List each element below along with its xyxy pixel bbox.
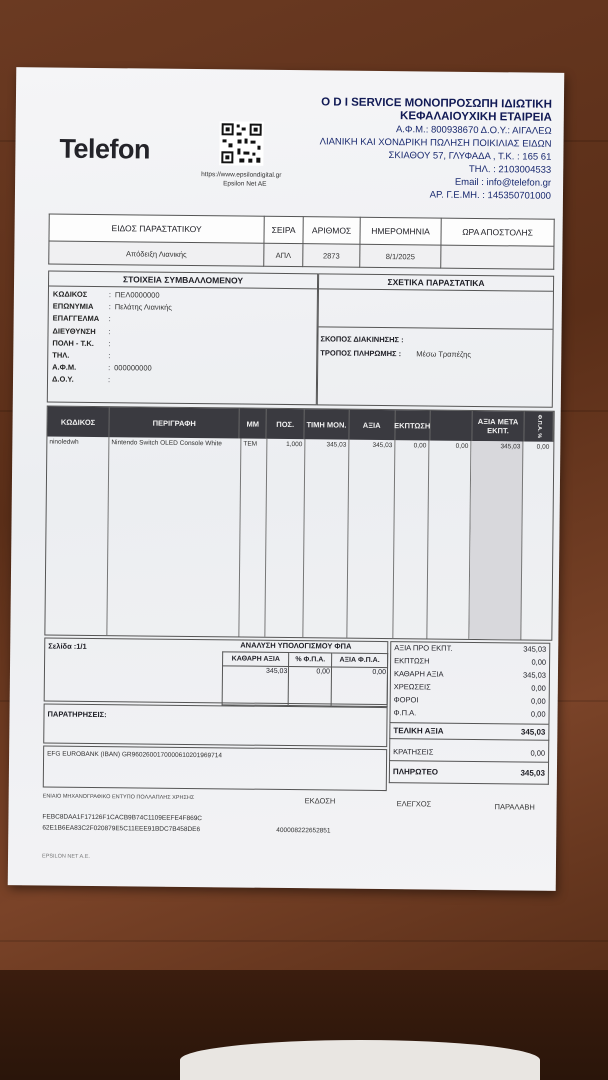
col-vat: Φ.Π.Α. % [524,411,553,441]
company-phone: ΤΗΛ. : 2103004533 [468,163,552,176]
printed-note: ΕΝΙΑΙΟ ΜΗΧΑΝΟΓΡΑΦΙΚΟ ΕΝΤΥΠΟ ΠΟΛΛΑΠΛΗΣ ΧΡΗΣΗΣ [42,793,195,802]
col-discount: ΕΚΠΤΩΣΗ [395,410,430,440]
final-value-row: ΤΕΛΙΚΗ ΑΞΙΑ 345,03 [389,723,549,741]
total-row: ΦΟΡΟΙ 0,00 [393,695,546,706]
doc-type-value: Απόδειξη Λιανικής [49,241,264,266]
payable-row: ΠΛΗΡΩΤΕΟ 345,03 [389,761,549,785]
vat-amount-value: 0,00 [331,667,387,707]
floor [0,970,608,1080]
party-row: Δ.Ο.Υ. : [51,374,111,385]
notes-label: ΠΑΡΑΤΗΡΗΣΕΙΣ: [47,709,107,720]
series-label: ΣΕΙΡΑ [264,216,303,243]
qr-code-icon [219,121,263,165]
bank-iban: EFG EUROBANK (IBAN) GR9602600170000610201969714 [47,750,223,760]
item-value: 345,03 [347,440,395,638]
vat-rate-value: 0,00 [289,667,332,706]
item-vat: 0,00 [536,443,550,451]
invoice-paper [8,67,565,891]
company-name-2: ΚΕΦΑΛΑΙΟΥΧΙΚΗ ΕΤΑΙΡΕΙΑ [400,110,552,124]
vat-header-rate: % Φ.Π.Α. [289,653,332,667]
party-row: ΠΟΛΗ - Τ.Κ. : [52,338,111,348]
party-row: ΕΠΩΝΥΜΙΑ : Πελάτης Λιανικής [52,301,172,312]
payment-value: Μέσω Τραπέζης [416,349,472,359]
series-value: ΑΠΛ [264,243,303,266]
company-name-1: O D I SERVICE ΜΟΝΟΠΡΟΣΩΠΗ ΙΔΙΩΤΙΚΗ [321,96,552,111]
company-details [319,96,552,202]
number-label: ΑΡΙΘΜΟΣ [303,217,360,245]
total-row: ΑΞΙΑ ΠΡΟ ΕΚΠΤ. 345,03 [394,643,547,654]
col-unit-price: ΤΙΜΗ ΜΟΝ. [305,409,350,439]
party-row: ΔΙΕΥΘΥΝΣΗ : [52,326,111,336]
item-qty: 1,000 [265,439,305,637]
items-table [44,405,554,640]
party-row: ΚΩΔΙΚΟΣ : ΠΕΛ0000000 [52,289,160,300]
page-label: Σελίδα :1/1 [48,641,87,651]
item-code: ninoledwh [45,436,109,635]
related-title: ΣΧΕΤΙΚΑ ΠΑΡΑΣΤΑΤΙΚΑ [319,274,553,291]
col-discount-2 [430,411,473,441]
party-row: Α.Φ.Μ. : 000000000 [52,362,152,373]
company-activity: ΛΙΑΝΙΚΗ ΚΑΙ ΧΟΝΔΡΙΚΗ ΠΩΛΗΣΗ ΠΟΙΚΙΛΙΑΣ ΕΙΔΩΝ [319,136,552,150]
party-row: ΤΗΛ. : [52,350,111,361]
receipt-label: ΠΑΡΑΛΑΒΗ [494,802,535,812]
items-body [45,436,553,639]
epsilon-brand: EPSILON NET A.E. [42,853,90,860]
related-docs-section [317,273,554,407]
total-row: ΧΡΕΩΣΕΙΣ 0,00 [393,682,546,693]
item-discount-2: 0,00 [427,440,471,638]
item-discount-1: 0,00 [393,440,429,638]
payment-label: ΤΡΟΠΟΣ ΠΛΗΡΩΜΗΣ : [320,348,402,359]
vat-net-value: 345,03 [222,666,289,706]
item-unit: ΤΕΜ [239,439,267,637]
dispatch-time-label: ΩΡΑ ΑΠΟΣΤΟΛΗΣ [441,218,554,246]
party-row: ΕΠΑΓΓΕΛΜΑ : [52,313,111,324]
col-qty: ΠΟΣ. [266,409,305,439]
company-address: ΣΚΙΑΘΟΥ 57, ΓΛΥΦΑΔΑ , Τ.Κ. : 165 61 [388,150,552,163]
deductions-row: ΚΡΑΤΗΣΕΙΣ 0,00 [389,739,549,763]
date-value: 8/1/2025 [360,244,441,268]
number-value: 2873 [303,244,360,268]
totals-box [389,641,550,785]
control-label: ΕΛΕΓΧΟΣ [396,799,432,809]
company-email: Email : info@telefon.gr [454,176,552,189]
date-label: ΗΜΕΡΟΜΗΝΙΑ [360,217,441,245]
vat-header-amount: ΑΞΙΑ Φ.Π.Α. [332,653,388,668]
item-description: Nintendo Switch OLED Console White [107,437,241,636]
col-description: ΠΕΡΙΓΡΑΦΗ [109,407,240,438]
dispatch-time-value [441,245,554,269]
vat-header-net: ΚΑΘΑΡΗ ΑΞΙΑ [223,652,290,667]
purpose-label: ΣΚΟΠΟΣ ΔΙΑΚΙΝΗΣΗΣ : [320,334,404,345]
company-logo: Telefon [59,133,151,165]
item-value-after: 345,03 [469,441,523,640]
document-header-table [48,214,555,270]
doc-type-label: ΕΙΔΟΣ ΠΑΡΑΣΤΑΤΙΚΟΥ [49,214,264,243]
hash-line-2: 62E1B6EA83C2F020879E5C11EEE91BDC7B458DE6 [42,824,201,834]
website-url: https://www.epsilondigital.gr [201,171,282,179]
total-row: ΕΚΠΤΩΣΗ 0,00 [394,656,547,667]
col-code: ΚΩΔΙΚΟΣ [47,407,109,438]
total-row: Φ.Π.Α. 0,00 [393,708,546,719]
party-section [47,270,318,405]
col-unit: ΜΜ [240,409,267,439]
hash-line-1: FEBC8DAA1F17126F1CACB9B74C1109EEFE4F869C [42,813,203,823]
white-object [180,1040,540,1080]
mark-number: 400008222652851 [276,826,331,835]
vat-table [222,651,389,707]
summary-section [43,637,551,792]
item-unit-price: 345,03 [303,439,349,637]
total-row: ΚΑΘΑΡΗ ΑΞΙΑ 345,03 [393,669,547,680]
col-value: ΑΞΙΑ [349,410,395,440]
col-value-after: ΑΞΙΑ ΜΕΤΑ ΕΚΠΤ. [472,411,524,442]
provider-name: Epsilon Net AE [223,180,267,188]
company-afm: Α.Φ.Μ.: 800938670 Δ.Ο.Υ.: ΑΙΓΑΛΕΩ [395,124,552,137]
party-title: ΣΤΟΙΧΕΙΑ ΣΥΜΒΑΛΛΟΜΕΝΟΥ [49,272,317,290]
issue-label: ΕΚΔΟΣΗ [304,796,336,806]
company-gemi: ΑΡ. Γ.Ε.ΜΗ. : 145350701000 [429,189,552,202]
vat-title: ΑΝΑΛΥΣΗ ΥΠΟΛΟΓΙΣΜΟΥ ΦΠΑ [240,640,352,651]
